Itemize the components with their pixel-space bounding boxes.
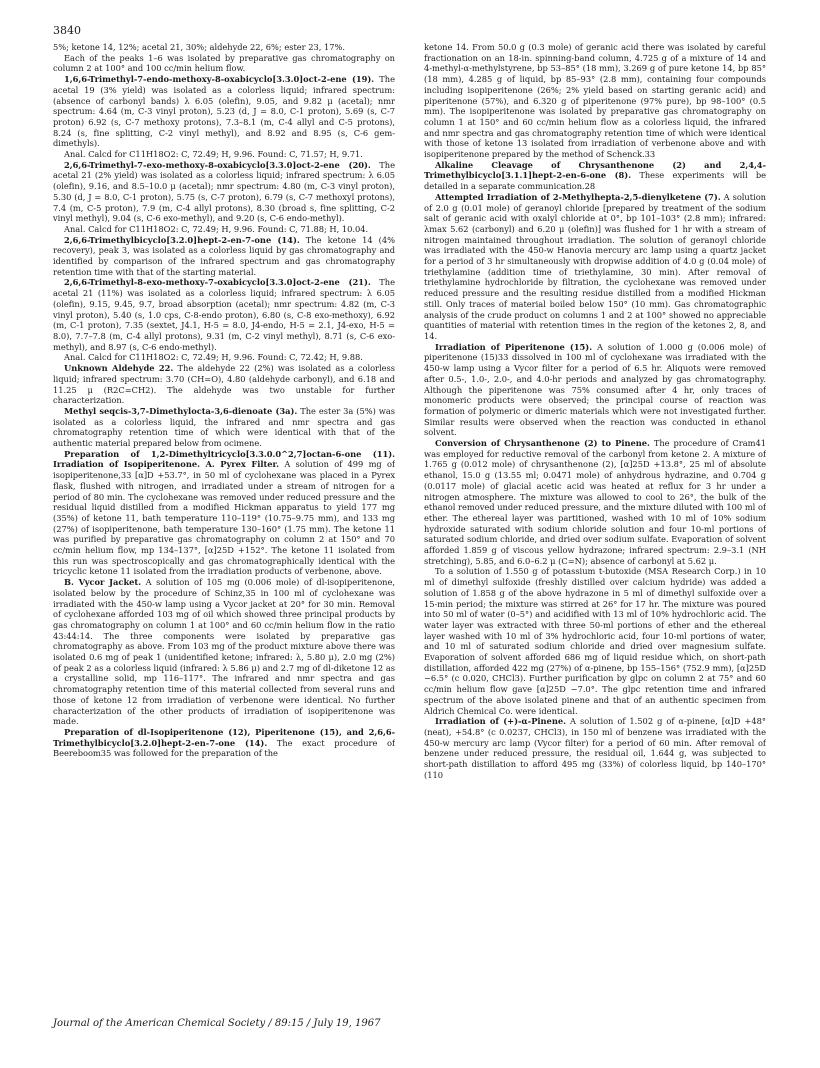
paragraph: Irradiation of Piperitenone (15). A solution of 1.000 g (0.006 mole) of piperitenone (15)33 dissolved in 100 ml of cyclohexane was irradiated with the 450-w lamp using a Vycor filter for a period of 6.5 hr. Aliquots were removed after 0.5-, 1.0-, 2.0-, and 4.0-hr periods and analyzed by gas chromatography. Although the piperitenone was 75% consumed after 4 hr, only traces of monomeric products were observed; the principal course of reaction was formation of polymeric or dimeric materials which were not investigated further. Similar results were observed when the reaction was conducted in ethanol solvent.	[424, 341, 766, 438]
paragraph: 2,6,6-Trimethyl-8-exo-methoxy-7-oxabicyclo[3.3.0]oct-2-ene (21). The acetal 21 (11%) was isolated as a colorless liquid; infrared spectrum: λ 6.05 (olefin), 9.15, 9.45, 9.7, broad absorption (acetal); nmr spectrum: 4.82 (m, C-3 vinyl proton), 5.40 (s, 1.0 cps, C-8-endo proton), 6.80 (s, C-8 exo-methoxy), 6.92 (m, C-1 proton), 7.35 (sextet, J4.1, H-5 = 8.0, J4-endo, H-5 = 2.1, J4-exo, H-5 = 8.0), 7.7–7.8 (m, C-4 allyl protons), 9.31 (m, C-2 vinyl methyl), 8.71 (s, C-6 exo-methyl), and 8.97 (s, C-6 endo-methyl).	[53, 277, 395, 352]
paragraph: ketone 14. From 50.0 g (0.3 mole) of geranic acid there was isolated by careful fractionation on an 18-in. spinning-band column, 4.725 g of a mixture of 14 and 4-methyl-α-methylstyrene, bp 53–85° (18 mm), 3.269 g of pure ketone 14, bp 85° (18 mm), 4.285 g of liquid, bp 85–93° (2.8 mm), containing four compounds including isopiperitenone (26%; 2% yield based on starting geranic acid) and piperitenone (57%), and 6.320 g of piperitenone (97% pure), bp 98–100° (0.5 mm). The isopiperitenone was isolated by preparative gas chromatography on column 1 at 150° and 60 cc/min helium flow as a colorless liquid, the infrared and nmr spectra and gas chromatography retention time of which were identical with those of ketone 13 isolated from irradiation of verbenone above and with isopiperitenone prepared by the method of Schenck.33	[424, 42, 766, 160]
paragraph: 5%; ketone 14, 12%; acetal 21, 30%; aldehyde 22, 6%; ester 23, 17%.	[53, 42, 345, 52]
right-column	[424, 42, 766, 1004]
paragraph: Irradiation of (+)-α-Pinene. A solution of 1.502 g of α-pinene, [α]D +48° (neat), +54.8° (c 0.0237, CHCl3), in 150 ml of benzene was irradiated with the 450-w mercury arc lamp (Vycor filter) for a period of 60 min. After removal of benzene under reduced pressure, the residual oil, 1.644 g, was subjected to short-path distillation to afford 495 mg (33%) of colorless liquid, bp 140–170° (110	[424, 716, 766, 780]
left-column	[53, 42, 395, 1004]
paragraph: Unknown Aldehyde 22. The aldehyde 22 (2%) was isolated as a colorless liquid; infrared spectrum: 3.70 (CH=O), 4.80 (aldehyde carbonyl), and 6.18 and 11.25 μ (R2C=CH2). The aldehyde was two unstable for further characterization.	[53, 363, 395, 406]
paragraph: Each of the peaks 1–6 was isolated by preparative gas chromatography on column 2 at 100° and 100 cc/min helium flow.	[53, 52, 395, 74]
paragraph: To a solution of 1.550 g of potassium t-butoxide (MSA Research Corp.) in 10 ml of dimethyl sulfoxide (freshly distilled over calcium hydride) was added a solution of 1.858 g of the above hydrazone in 5 ml of dimethyl sulfoxide over a 15-min period; the mixture was stirred at 26° for 17 hr. The mixture was poured into 50 ml of water (0–5°) and acidified with 13 ml of 10% hydrochloric acid. The water layer was extracted with three 50-ml portions of ether and the ethereal layer washed with 10 ml of 3% hydrochloric acid, four 10-ml portions of water, and 10 ml of saturated sodium chloride and dried over magnesium sulfate. Evaporation of solvent afforded 686 mg of liquid residue which, on short-path distillation, afforded 422 mg (27%) of α-pinene, bp 155–156° (752.9 mm), [α]25D −6.5° (c 0.020, CHCl3). Further purification by glpc on column 2 at 75° and 60 cc/min helium flow gave [α]25D −7.0°. The glpc retention time and infrared spectrum of the above isolated pinene and that of an authentic specimen from Aldrich Chemical Co. were identical.	[424, 566, 766, 716]
paragraph: B. Vycor Jacket. A solution of 105 mg (0.006 mole) of dl-isopiperitenone, isolated below by the procedure of Schinz,35 in 100 ml of cyclohexane was irradiated with the 450-w lamp using a Vycor jacket at 20° for 30 min. Removal of cyclohexane afforded 103 mg of oil which showed three principal products by gas chromatography on column 1 at 100° and 60 cc/min helium flow in the ratio 43:44:14. The three components were isolated by preparative gas chromatography as above. From 103 mg of the product mixture above there was isolated 0.6 mg of peak 1 (unidentified ketone; infrared: λ, 5.80 μ), 2.0 mg (2%) of peak 2 as a colorless liquid (infrared: λ 5.86 μ) and 2.7 mg of dl-diketone 12 as a crystalline solid, mp 116–117°. The infrared and nmr spectra and gas chromatography retention time of this material collected from several runs and those of ketone 12 from irradiation of verbenone were identical. No further characterization of the other products of irradiation of isopiperitenone was made.	[53, 577, 395, 727]
journal-footer: Journal of the American Chemical Society / 89:15 / July 19, 1967	[53, 1018, 381, 1029]
page-number: 3840	[53, 24, 81, 37]
paragraph: 2,6,6-Trimethylbicyclo[3.2.0]hept-2-en-7-one (14). The ketone 14 (4% recovery), peak 3, was isolated as a colorless liquid by gas chromatography and identified by comparison of the infrared spectrum and gas chromatography retention time with that of the starting material.	[53, 234, 395, 277]
paragraph: Methyl seqcis-3,7-Dimethylocta-3,6-dienoate (3a). The ester 3a (5%) was isolated as a colorless liquid, the infrared and nmr spectra and gas chromatography retention time of which were identical with that of the authentic material prepared below from ocimene.	[53, 405, 395, 449]
paragraph: Anal. Calcd for C11H18O2: C, 72.49; H, 9.96. Found: C, 71.57; H, 9.71.	[64, 149, 363, 160]
paragraph: Anal. Calcd for C11H18O2: C, 72.49; H, 9.96. Found: C, 72.42; H, 9.88.	[64, 352, 363, 363]
paragraph: Alkaline Cleavage of Chrysanthenone (2) and 2,4,4-Trimethylbicyclo[3.1.1]hept-2-en-6-one (8). These experiments will be detailed in a separate communication.28	[424, 159, 766, 192]
paragraph: Conversion of Chrysanthenone (2) to Pinene. The procedure of Cram41 was employed for reductive removal of the carbonyl from ketone 2. A mixture of 1.765 g (0.012 mole) of chrysanthenone (2), [α]25D +13.8°, 25 ml of absolute ethanol, 15.0 g (13.55 ml; 0.0471 mole) of anhydrous hydrazine, and 0.704 g (0.0117 mole) of glacial acetic acid was heated at reflux for 3 hr under a nitrogen atmosphere. The mixture was allowed to cool to 26°, the bulk of the ethanol removed under reduced pressure, and the mixture diluted with 100 ml of ether. The ethereal layer was partitioned, washed with 10 ml of 10% sodium hydroxide saturated with sodium chloride solution and four 10-ml portions of saturated sodium chloride, and dried over sodium sulfate. Evaporation of solvent afforded 1.859 g of viscous yellow hydrazone; infrared spectrum: 2.9–3.1 (NH stretching), 5.85, and 6.0–6.2 μ (C=N); absence of carbonyl at 5.62 μ.	[424, 438, 766, 566]
paragraph: Preparation of 1,2-Dimethyltricyclo[3.3.0.0^2,7]octan-6-one (11). Irradiation of Isopiperitenone. A. Pyrex Filter. A solution of 499 mg of isopiperitenone,33 [α]D +53.7°, in 50 ml of cyclohexane was placed in a Pyrex flask, flushed with nitrogen, and irradiated under a stream of nitrogen for a period of 80 min. The cyclohexane was removed under reduced pressure and the residual liquid distilled from a modified Hickman apparatus to yield 177 mg (35%) of ketone 11, bath temperature 110–119° (10.75–9.75 mm), and 133 mg (27%) of isopiperitenone, bath temperature 130–160° (1.75 mm). The ketone 11 was purified by preparative gas chromatography on column 2 at 150° and 70 cc/min helium flow, mp 134–137°, [α]25D +152°. The ketone 11 isolated from this run was spectroscopically and gas chromatographically identical with the tricyclic ketone 11 isolated from the irradiation products of verbenone, above.	[53, 448, 395, 577]
paragraph: Attempted Irradiation of 2-Methylhepta-2,5-dienylketene (7). A solution of 2.0 g (0.01 mole) of geranoyl chloride [prepared by treatment of the sodium salt of geranic acid with oxalyl chloride at 0°, bp 101–103° (2.8 mm); infrared: λmax 5.62 (carbonyl) and 6.20 μ (olefin)] was flushed for 1 hr with a stream of nitrogen maintained throughout irradiation. The solution of geranoyl chloride was irradiated with the 450-w Hanovia mercury arc lamp using a quartz jacket for a period of 3 hr simultaneously with dropwise addition of 4.0 g (0.04 mole) of triethylamine (addition time of triethylamine, 30 min). After removal of triethylamine hydrochloride by filtration, the cyclohexane was removed under reduced pressure and the resulting residue distilled from a modified Hickman still. Only traces of material boiled below 150° (10 mm). Gas chromatographic analysis of the crude product on columns 1 and 2 at 100° showed no appreciable quantities of material with retention times in the region of the ketones 2, 8, and 14.	[424, 191, 766, 341]
paragraph: 1,6,6-Trimethyl-7-endo-methoxy-8-oxabicyclo[3.3.0]oct-2-ene (19). The acetal 19 (3% yield) was isolated as a colorless liquid; infrared spectrum: (absence of carbonyl bands) λ 6.05 (olefin), 9.05, and 9.82 μ (acetal); nmr spectrum: 4.64 (m, C-3 vinyl proton), 5.23 (d, J = 8.0, C-1 proton), 5.69 (s, C-7 proton) 6.92 (s, C-7 methoxy protons), 7.3–8.1 (m, C-4 allyl and C-5 protons), 8.24 (s, fine splitting, C-2 vinyl methyl), and 8.92 and 8.95 (s, C-6 gem-dimethyls).	[53, 74, 395, 149]
paragraph: Preparation of dl-Isopiperitenone (12), Piperitenone (15), and 2,6,6-Trimethylbicyclo[3.2.0]hept-2-en-7-one (14). The exact procedure of Beereboom35 was followed for the preparation of the	[53, 727, 395, 759]
paragraph: Anal. Calcd for C11H18O2: C, 72.49; H, 9.96. Found: C, 71.88; H, 10.04.	[64, 223, 369, 234]
paragraph: 2,6,6-Trimethyl-7-exo-methoxy-8-oxabicyclo[3.3.0]oct-2-ene (20). The acetal 21 (2% yield) was isolated as a colorless liquid; infrared spectrum: λ 6.05 (olefin), 9.16, and 8.5–10.0 μ (acetal); nmr spectrum: 4.80 (m, C-3 vinyl proton), 5.30 (d, J = 8.0, C-1 proton), 5.75 (s, C-7 proton), 6.79 (s, C-7 methoxyl protons), 7.4 (m, C-5 proton), 7.9 (m, C-4 allyl protons), 8.30 (broad s, fine splitting, C-2 vinyl methyl), 9.04 (s, C-6 exo-methyl), and 9.20 (s, C-6 endo-methyl).	[53, 159, 395, 224]
